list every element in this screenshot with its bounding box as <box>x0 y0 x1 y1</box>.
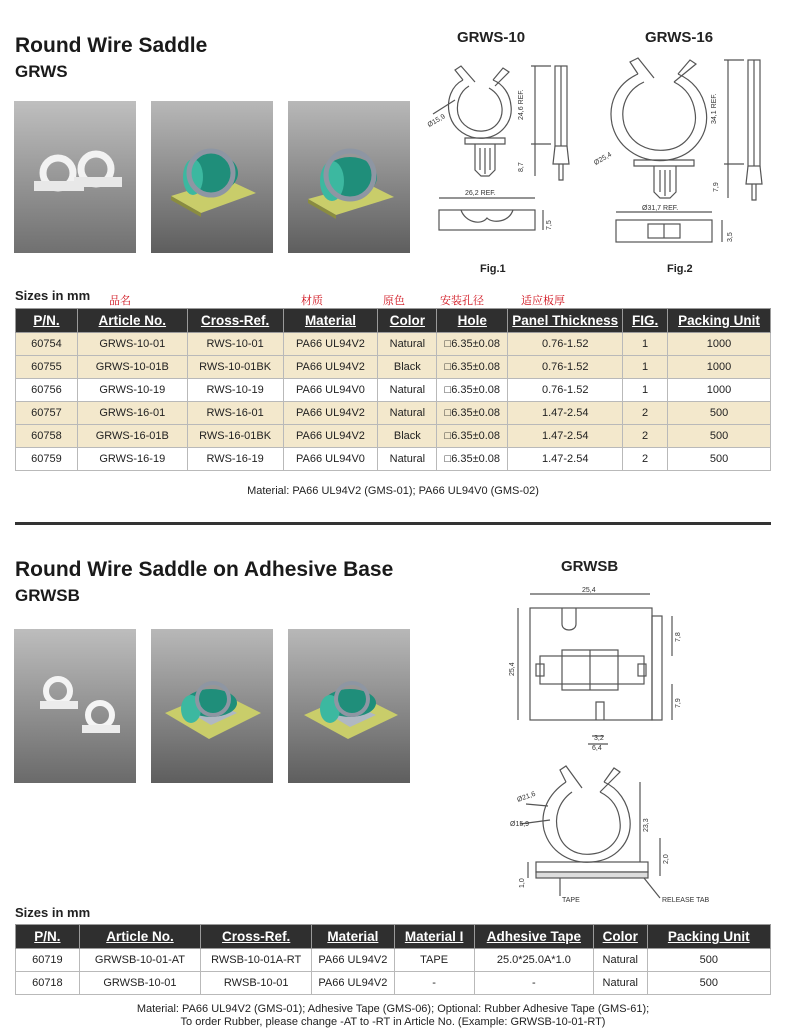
table-cell: TAPE <box>394 949 474 972</box>
table-cell: □6.35±0.08 <box>437 356 508 379</box>
sizes-label-1: Sizes in mm <box>15 288 91 303</box>
col-header: Cross-Ref. <box>187 309 283 333</box>
col-header: Material <box>283 309 378 333</box>
table-cell: 2 <box>623 402 668 425</box>
table-cell: □6.35±0.08 <box>437 425 508 448</box>
table-cell: PA66 UL94V2 <box>283 425 378 448</box>
col-header: Color <box>378 309 437 333</box>
table-cell: RWS-16-01 <box>187 402 283 425</box>
table-cell: Natural <box>594 949 647 972</box>
table-cell: 500 <box>668 448 771 471</box>
dim-fig1-1: 24,6 REF. <box>518 89 525 120</box>
section1-code: GRWS <box>15 62 68 81</box>
table-cell: 1 <box>623 333 668 356</box>
table-cell: RWS-10-19 <box>187 379 283 402</box>
cn-label-panel: 适应板厚 <box>521 294 565 307</box>
photo-saddle-green-wires-2 <box>288 101 410 253</box>
table-cell: 1000 <box>668 379 771 402</box>
table-cell: GRWSB-10-01-AT <box>79 949 200 972</box>
table-cell: 500 <box>668 425 771 448</box>
table-cell: PA66 UL94V2 <box>283 333 378 356</box>
table-cell: 60754 <box>16 333 78 356</box>
col-header: P/N. <box>16 925 80 949</box>
table-cell: GRWS-10-01B <box>77 356 187 379</box>
table-cell: Black <box>378 356 437 379</box>
dim-fig1-0: Ø15,9 <box>426 113 447 129</box>
col-header: Hole <box>437 309 508 333</box>
table-cell: □6.35±0.08 <box>437 379 508 402</box>
table-cell: Natural <box>378 402 437 425</box>
table-cell: PA66 UL94V2 <box>283 402 378 425</box>
col-header: Article No. <box>79 925 200 949</box>
table-cell: GRWS-10-01 <box>77 333 187 356</box>
col-header: Packing Unit <box>647 925 770 949</box>
col-header: FIG. <box>623 309 668 333</box>
photo-adhesive-green-wires <box>151 629 273 783</box>
table-cell: GRWS-10-19 <box>77 379 187 402</box>
col-header: Color <box>594 925 647 949</box>
table-cell: RWSB-10-01 <box>201 972 312 995</box>
table-row <box>16 356 771 379</box>
section2-note-line1: Material: PA66 UL94V2 (GMS-01); Adhesive Tape (GMS-06); Optional: Rubber Adhesive Tape (GMS-61); <box>136 1003 650 1015</box>
dim-fig2-3: Ø31,7 REF. <box>642 205 679 212</box>
table-cell: 60757 <box>16 402 78 425</box>
table-row <box>16 425 771 448</box>
table-cell: PA66 UL94V0 <box>283 379 378 402</box>
table-row <box>16 949 771 972</box>
photo-saddle-green-wires <box>151 101 273 253</box>
fig2-drawing <box>593 52 778 262</box>
cn-label-material: 材质 <box>301 294 323 307</box>
col-header: P/N. <box>16 309 78 333</box>
fig1-drawing <box>425 52 595 262</box>
dim-grwsb-9: 2,0 <box>663 854 670 864</box>
cn-label-hole: 安装孔径 <box>440 294 484 307</box>
table-cell: 60756 <box>16 379 78 402</box>
table-cell: 0.76-1.52 <box>508 333 623 356</box>
section1-title: Round Wire Saddle <box>15 34 208 57</box>
col-header: Article No. <box>77 309 187 333</box>
table-row <box>16 402 771 425</box>
table-cell: Black <box>378 425 437 448</box>
fig2-caption: Fig.2 <box>667 263 693 275</box>
col-header: Material <box>312 925 394 949</box>
dim-fig2-1: 34,1 REF. <box>711 93 718 124</box>
fig3-heading: GRWSB <box>561 558 619 575</box>
dim-grwsb-4: 3,2 <box>594 735 604 742</box>
dim-fig2-0: Ø25,4 <box>593 151 614 167</box>
col-header: Panel Thickness <box>508 309 623 333</box>
fig1-heading: GRWS-10 <box>457 29 526 46</box>
section2-note-line2: To order Rubber, please change -AT to -RT in Article No. (Example: GRWSB-10-01-RT) <box>180 1016 606 1028</box>
table-cell: □6.35±0.08 <box>437 333 508 356</box>
table-cell: 500 <box>647 972 770 995</box>
table-grwsb <box>15 924 771 995</box>
table-cell: 1000 <box>668 333 771 356</box>
table-cell: GRWS-16-01 <box>77 402 187 425</box>
table-cell: - <box>394 972 474 995</box>
grwsb-drawing <box>500 580 740 915</box>
table-grwsb-header <box>16 925 771 949</box>
fig2-heading: GRWS-16 <box>645 29 714 46</box>
section2-code: GRWSB <box>15 586 80 605</box>
table-row <box>16 379 771 402</box>
dim-grwsb-6: Ø21,6 <box>516 790 537 804</box>
cn-label-color: 原色 <box>383 294 405 307</box>
table-cell: 1.47-2.54 <box>508 425 623 448</box>
dim-grwsb-1: 25,4 <box>509 662 516 676</box>
dim-grwsb-10: 1,0 <box>519 878 526 888</box>
table-row <box>16 972 771 995</box>
dim-grwsb-7: Ø15,9 <box>510 821 530 828</box>
label-release-tab: RELEASE TAB <box>662 897 710 904</box>
table-cell: 1000 <box>668 356 771 379</box>
table-grws <box>15 308 771 471</box>
dim-fig1-4: 7,5 <box>546 220 553 230</box>
table-cell: GRWS-16-19 <box>77 448 187 471</box>
dim-grwsb-5: 6,4 <box>592 745 602 752</box>
dim-grwsb-3: 7,9 <box>675 698 682 708</box>
table-cell: RWS-16-01BK <box>187 425 283 448</box>
table-cell: RWS-16-19 <box>187 448 283 471</box>
table-cell: □6.35±0.08 <box>437 448 508 471</box>
table-cell: RWSB-10-01A-RT <box>201 949 312 972</box>
table-cell: 2 <box>623 425 668 448</box>
table-cell: 60758 <box>16 425 78 448</box>
table-cell: 500 <box>668 402 771 425</box>
dim-fig1-2: 8,7 <box>518 162 525 172</box>
table-cell: 0.76-1.52 <box>508 356 623 379</box>
table-cell: PA66 UL94V2 <box>283 356 378 379</box>
table-cell: Natural <box>378 333 437 356</box>
table-cell: PA66 UL94V2 <box>312 972 394 995</box>
photo-adhesive-green-wires-2 <box>288 629 410 783</box>
dim-fig2-4: 3,5 <box>727 232 734 242</box>
table-cell: 1.47-2.54 <box>508 402 623 425</box>
table-cell: 500 <box>647 949 770 972</box>
table-cell: PA66 UL94V0 <box>283 448 378 471</box>
col-header: Packing Unit <box>668 309 771 333</box>
table-cell: 60759 <box>16 448 78 471</box>
table-cell: Natural <box>594 972 647 995</box>
table-cell: 2 <box>623 448 668 471</box>
table-row <box>16 448 771 471</box>
section2-title: Round Wire Saddle on Adhesive Base <box>15 558 394 581</box>
col-header: Adhesive Tape <box>474 925 593 949</box>
sizes-label-2: Sizes in mm <box>15 905 91 920</box>
photo-white-saddles <box>14 101 136 253</box>
section2-note <box>15 1003 771 1029</box>
col-header: Cross-Ref. <box>201 925 312 949</box>
table-cell: □6.35±0.08 <box>437 402 508 425</box>
table-row <box>16 333 771 356</box>
dim-fig1-3: 26,2 REF. <box>465 190 496 197</box>
table-cell: 60718 <box>16 972 80 995</box>
table-cell: Natural <box>378 448 437 471</box>
dim-grwsb-8: 23,3 <box>643 818 650 832</box>
table-cell: 60755 <box>16 356 78 379</box>
photo-white-adhesive-saddles <box>14 629 136 783</box>
section1-note: Material: PA66 UL94V2 (GMS-01); PA66 UL94V0 (GMS-02) <box>247 485 539 497</box>
table-cell: - <box>474 972 593 995</box>
section-divider <box>15 522 771 525</box>
col-header: Material I <box>394 925 474 949</box>
table-grws-header <box>16 309 771 333</box>
table-cell: GRWSB-10-01 <box>79 972 200 995</box>
table-cell: RWS-10-01BK <box>187 356 283 379</box>
table-cell: 60719 <box>16 949 80 972</box>
table-cell: 1 <box>623 379 668 402</box>
table-cell: 0.76-1.52 <box>508 379 623 402</box>
table-cell: PA66 UL94V2 <box>312 949 394 972</box>
dim-fig2-2: 7,9 <box>713 182 720 192</box>
table-cell: 1 <box>623 356 668 379</box>
table-cell: 25.0*25.0A*1.0 <box>474 949 593 972</box>
fig1-caption: Fig.1 <box>480 263 506 275</box>
table-cell: RWS-10-01 <box>187 333 283 356</box>
dim-grwsb-0: 25,4 <box>582 587 596 594</box>
table-cell: Natural <box>378 379 437 402</box>
label-tape: TAPE <box>562 897 580 904</box>
cn-label-article: 品名 <box>109 294 131 307</box>
table-cell: GRWS-16-01B <box>77 425 187 448</box>
table-cell: 1.47-2.54 <box>508 448 623 471</box>
dim-grwsb-2: 7,8 <box>675 632 682 642</box>
